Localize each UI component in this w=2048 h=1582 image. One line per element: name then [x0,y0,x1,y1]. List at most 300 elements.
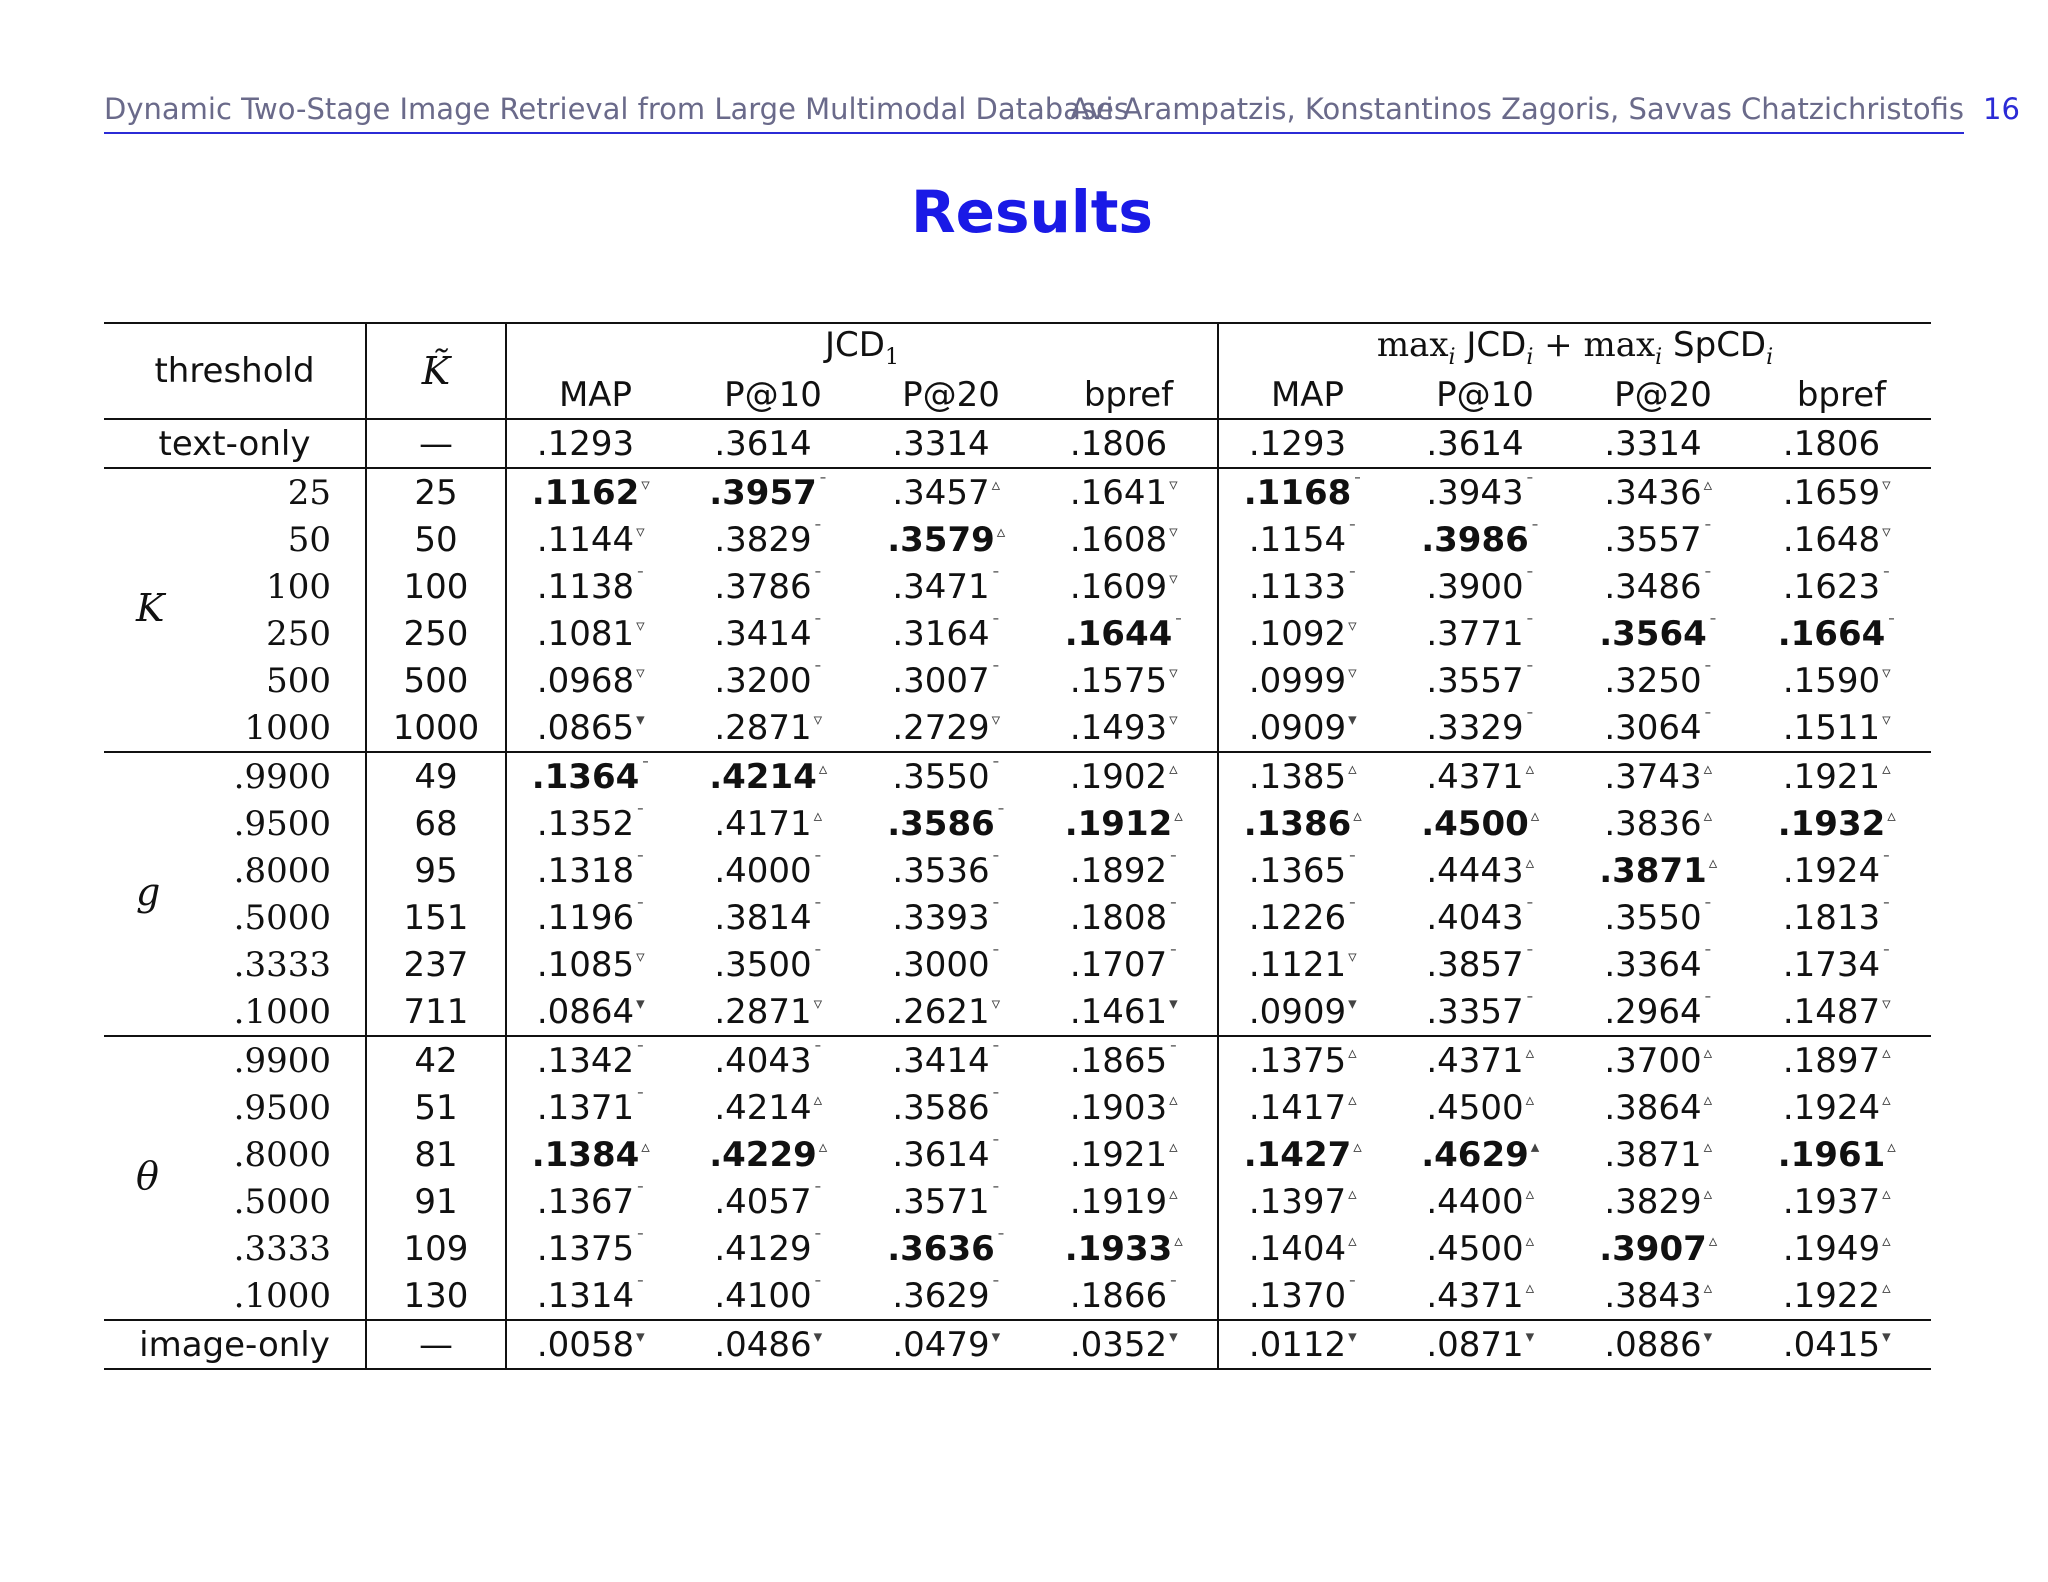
table-cell [1396,988,1574,1036]
table-cell [1396,752,1574,800]
significance-marker: ¯ [1169,899,1178,920]
significance-marker: ▵ [1703,1089,1713,1110]
cell-value: .3857 [1426,944,1524,985]
table-cell [684,1225,862,1272]
table-cell [684,610,862,657]
cell-value: .1511 [1782,707,1881,748]
cell-value: .1121 [1248,944,1347,985]
significance-marker: ▴ [1530,1136,1540,1157]
significance-marker: ¯ [991,1042,1001,1063]
cell-value: .2871 [714,991,812,1032]
significance-marker: ▿ [1169,662,1178,683]
k-cell: 500 [366,657,506,704]
cell-value: .3550 [1604,897,1702,938]
table-cell [1396,1131,1574,1178]
table-cell [684,800,862,847]
header-title: Dynamic Two-Stage Image Retrieval from Large Multimodal Databases [104,92,1129,126]
cell-value: .2871 [714,707,812,748]
significance-marker: ▿ [1882,662,1891,683]
table-cell [862,847,1040,894]
cell-value: .0999 [1248,660,1347,701]
cell-value: .4043 [714,1040,812,1081]
significance-marker: ▿ [991,993,1001,1014]
cell-value: .4171 [714,803,812,844]
cell-value: .1370 [1248,1275,1347,1316]
significance-marker: ▵ [1169,1089,1178,1110]
cell-value: .3314 [892,423,990,464]
table-cell [506,704,684,752]
table-cell [1396,563,1574,610]
cell-value: .3471 [892,566,990,607]
table-cell [1574,516,1752,563]
table-cell [1752,419,1931,468]
cell-value: .2621 [892,991,990,1032]
table-cell [1752,847,1931,894]
cell-value: .3414 [892,1040,990,1081]
table-cell [684,752,862,800]
cell-value: .3536 [892,850,990,891]
cell-value: .3836 [1604,803,1702,844]
table-cell [1752,1225,1931,1272]
significance-marker: ¯ [636,852,645,873]
table-cell [862,800,1040,847]
group-jcd1-name: JCD [825,325,885,366]
table-cell [1218,1178,1396,1225]
cell-value: .4000 [714,850,812,891]
table-cell [684,988,862,1036]
significance-marker: ▵ [1703,474,1713,495]
significance-marker: ▵ [1525,852,1535,873]
table-cell [1218,1320,1396,1369]
cell-value: .0968 [536,660,635,701]
significance-marker: ▿ [1882,709,1891,730]
significance-marker: ▵ [1525,1277,1535,1298]
significance-marker: ▵ [1887,1136,1896,1157]
significance-marker: ▾ [991,1326,1001,1347]
significance-marker: ¯ [1169,1277,1178,1298]
cell-value: .3486 [1604,566,1702,607]
significance-marker: ▵ [1703,1042,1713,1063]
significance-marker: ▾ [1348,1326,1357,1347]
table-cell [1752,800,1931,847]
table-cell [1218,704,1396,752]
cell-value: .1921 [1069,1134,1168,1175]
significance-marker: ▾ [1525,1326,1535,1347]
cell-value: .1318 [536,850,635,891]
threshold-cell [104,516,366,563]
table-cell [684,894,862,941]
significance-marker: ▵ [1348,1230,1357,1251]
cell-value: .1397 [1248,1181,1347,1222]
k-cell: 711 [366,988,506,1036]
significance-marker: ¯ [813,662,823,683]
cell-value: .3786 [714,566,812,607]
significance-marker: ▾ [636,993,645,1014]
cell-value: .3743 [1604,756,1702,797]
cell-value: .1590 [1782,660,1881,701]
metric-header: bpref [1796,374,1887,415]
cell-value: .0865 [536,707,635,748]
table-cell [1396,1036,1574,1084]
cell-value: .1168 [1243,472,1352,513]
threshold-cell [104,1084,366,1131]
cell-value: .3636 [887,1228,995,1269]
table-cell [1574,1225,1752,1272]
significance-marker: ▿ [1169,568,1178,589]
threshold-cell [104,752,366,800]
cell-value: .1293 [1248,423,1347,464]
significance-marker: ▵ [1174,805,1183,826]
significance-marker: ¯ [991,1136,1001,1157]
k-cell: 25 [366,468,506,516]
table-cell [1218,657,1396,704]
table-cell [506,1131,684,1178]
table-cell [506,419,684,468]
k-cell: 68 [366,800,506,847]
significance-marker: ¯ [813,568,823,589]
significance-marker: ¯ [1348,521,1357,542]
significance-marker: ▾ [1882,1326,1891,1347]
significance-marker: ¯ [813,946,823,967]
row-k: — [366,419,506,468]
cell-value: .1154 [1248,519,1347,560]
table-row [104,988,1931,1036]
table-cell [506,800,684,847]
metric-header: MAP [1218,371,1396,419]
jcd-word: JCD [1466,325,1527,366]
table-cell [1218,1131,1396,1178]
cell-value: .4100 [714,1275,812,1316]
group-jcd1-sub: 1 [884,344,899,370]
cell-value: .1365 [1248,850,1347,891]
table-cell [684,847,862,894]
significance-marker: ▾ [1703,1326,1713,1347]
significance-marker: ¯ [1708,615,1718,636]
significance-marker: ¯ [1348,1277,1357,1298]
table-cell [1752,1272,1931,1320]
cell-value: .3843 [1604,1275,1702,1316]
table-cell [1040,847,1218,894]
table-cell [1218,752,1396,800]
significance-marker: ▿ [1169,521,1178,542]
significance-marker: ▵ [818,758,828,779]
table-cell [1752,704,1931,752]
significance-marker: ¯ [1887,615,1896,636]
cell-value: .1487 [1782,991,1881,1032]
cell-value: .3943 [1426,472,1524,513]
table-cell [506,468,684,516]
table-cell [506,610,684,657]
significance-marker: ¯ [991,899,1001,920]
threshold-value: .1000 [233,1275,331,1316]
significance-marker: ▵ [1530,805,1540,826]
cell-value: .1342 [536,1040,635,1081]
threshold-value: 100 [266,566,331,607]
table-cell [684,468,862,516]
cell-value: .3871 [1599,850,1707,891]
cell-value: .1293 [536,423,635,464]
table-cell [1396,468,1574,516]
cell-value: .1808 [1069,897,1168,938]
significance-marker: ▵ [1169,1183,1178,1204]
cell-value: .1659 [1782,472,1881,513]
table-cell [1218,610,1396,657]
significance-marker: ▾ [813,1326,823,1347]
cell-value: .1493 [1069,707,1168,748]
significance-marker: ▿ [1348,946,1357,967]
cell-value: .1912 [1064,803,1173,844]
cell-value: .3771 [1426,613,1524,654]
cell-value: .3871 [1604,1134,1702,1175]
cell-value: .4371 [1426,1040,1524,1081]
threshold-cell [104,800,366,847]
table-cell [1040,1084,1218,1131]
metric-header: P@20 [1614,374,1712,415]
cell-value: .1371 [536,1087,635,1128]
row-label: text-only [158,423,311,464]
max-sub-1: i [1448,344,1456,370]
significance-marker: ▵ [1882,1183,1891,1204]
row-k: — [366,1320,506,1369]
cell-value: .3586 [892,1087,990,1128]
cell-value: .1226 [1248,897,1347,938]
significance-marker: ¯ [813,615,823,636]
table-cell [506,847,684,894]
significance-marker: ¯ [813,899,823,920]
threshold-value: 50 [287,519,331,560]
table-row [104,1272,1931,1320]
threshold-cell [104,988,366,1036]
cell-value: .0886 [1604,1324,1702,1365]
cell-value: .2729 [892,707,990,748]
table-cell [1040,610,1218,657]
k-cell: 151 [366,894,506,941]
cell-value: .3414 [714,613,812,654]
cell-value: .1138 [536,566,635,607]
table-cell [1040,1320,1218,1369]
significance-marker: ▵ [1882,758,1891,779]
cell-value: .3436 [1604,472,1702,513]
cell-value: .1352 [536,803,635,844]
significance-marker: ▵ [1348,758,1357,779]
cell-value: .3829 [1604,1181,1702,1222]
table-cell [1218,847,1396,894]
k-cell: 42 [366,1036,506,1084]
table-cell [1574,752,1752,800]
cell-value: .4629 [1421,1134,1529,1175]
significance-marker: ¯ [1525,615,1535,636]
significance-marker: ¯ [991,1089,1001,1110]
significance-marker: ¯ [1169,946,1178,967]
significance-marker: ▿ [991,709,1001,730]
table-cell [1396,894,1574,941]
threshold-value: .9500 [233,1087,331,1128]
k-cell: 100 [366,563,506,610]
significance-marker: ▿ [813,993,823,1014]
significance-marker: ¯ [1525,474,1535,495]
significance-marker: ▿ [636,946,645,967]
table-cell [684,1036,862,1084]
significance-marker: ¯ [813,1042,823,1063]
significance-marker: ¯ [1703,662,1713,683]
significance-marker: ▵ [1525,1089,1535,1110]
cell-value: .4400 [1426,1181,1524,1222]
page-number: 16 [1983,92,2020,126]
table-cell [1752,941,1931,988]
table-cell [862,1084,1040,1131]
significance-marker: ¯ [1703,946,1713,967]
cell-value: .1375 [536,1228,635,1269]
table-cell [506,752,684,800]
threshold-cell [104,1272,366,1320]
table-cell [1396,1320,1574,1369]
table-cell [1752,1084,1931,1131]
significance-marker: ¯ [1530,521,1540,542]
table-cell [506,563,684,610]
table-cell [1218,563,1396,610]
table-cell [684,1272,862,1320]
cell-value: .0352 [1069,1324,1168,1365]
significance-marker: ▾ [1169,993,1178,1014]
significance-marker: ¯ [636,1042,645,1063]
table-cell [1040,657,1218,704]
cell-value: .0909 [1248,707,1347,748]
table-cell [1574,1272,1752,1320]
cell-value: .3557 [1426,660,1524,701]
cell-value: .1623 [1782,566,1881,607]
table-cell [1574,941,1752,988]
table-row [104,941,1931,988]
table-cell [1218,419,1396,468]
table-cell [684,657,862,704]
table-cell [1574,704,1752,752]
table-cell [862,610,1040,657]
table-cell [684,704,862,752]
table-cell [1396,516,1574,563]
significance-marker: ▿ [636,521,645,542]
cell-value: .3564 [1599,613,1707,654]
k-cell: 50 [366,516,506,563]
table-cell [1574,1036,1752,1084]
table-cell [684,563,862,610]
significance-marker: ▵ [1174,1230,1183,1251]
table-cell [1574,468,1752,516]
threshold-value: .9900 [233,756,331,797]
significance-marker: ▿ [636,615,645,636]
table-cell [1040,1225,1218,1272]
table-cell [1040,704,1218,752]
significance-marker: ▿ [1882,474,1891,495]
table-cell [1040,1272,1218,1320]
significance-marker: ¯ [1525,709,1535,730]
table-cell [862,516,1040,563]
significance-marker: ▵ [1525,1042,1535,1063]
cell-value: .1196 [536,897,635,938]
significance-marker: ▵ [818,1136,828,1157]
cell-value: .3064 [1604,707,1702,748]
table-cell [1752,752,1931,800]
threshold-value: 25 [287,472,331,513]
cell-value: .0486 [714,1324,812,1365]
significance-marker: ▵ [1348,1089,1357,1110]
threshold-cell [104,1036,366,1084]
slide-header [104,88,1964,134]
significance-marker: ▿ [1169,474,1178,495]
table-cell [1396,1178,1574,1225]
table-cell [684,419,862,468]
threshold-cell [104,941,366,988]
significance-marker: ¯ [813,1230,823,1251]
cell-value: .3579 [887,519,995,560]
cell-value: .1648 [1782,519,1881,560]
cell-value: .1133 [1248,566,1347,607]
table-cell [1574,657,1752,704]
jcd-sub: i [1526,344,1534,370]
table-cell [1752,1036,1931,1084]
cell-value: .4371 [1426,1275,1524,1316]
cell-value: .1866 [1069,1275,1168,1316]
table-cell [1574,563,1752,610]
cell-value: .3393 [892,897,990,938]
table-cell [862,1272,1040,1320]
cell-value: .1092 [1248,613,1347,654]
k-cell: 1000 [366,704,506,752]
results-table [104,322,1931,1370]
cell-value: .1707 [1069,944,1168,985]
cell-value: .2964 [1604,991,1702,1032]
table-row [104,563,1931,610]
significance-marker: ▿ [641,474,650,495]
group-jcd1-header [506,323,1218,371]
table-cell [862,1320,1040,1369]
threshold-value: .8000 [233,1134,331,1175]
k-cell: 91 [366,1178,506,1225]
significance-marker: ▵ [1348,1042,1357,1063]
significance-marker: ¯ [991,946,1001,967]
table-cell [862,752,1040,800]
cell-value: .1933 [1064,1228,1173,1269]
significance-marker: ▵ [991,474,1001,495]
table-cell [1752,1178,1931,1225]
significance-marker: ¯ [1525,993,1535,1014]
significance-marker: ¯ [1703,993,1713,1014]
k-cell: 95 [366,847,506,894]
cell-value: .1081 [536,613,635,654]
k-cell: 237 [366,941,506,988]
table-cell [1040,752,1218,800]
cell-value: .3829 [714,519,812,560]
threshold-value: 1000 [244,707,331,748]
significance-marker: ¯ [636,1230,645,1251]
cell-value: .1806 [1782,423,1881,464]
table-row-text-only [104,419,1931,468]
table-cell [1396,1272,1574,1320]
table-cell [862,657,1040,704]
significance-marker: ▵ [813,805,823,826]
significance-marker: ▿ [813,709,823,730]
table-cell [1574,847,1752,894]
threshold-cell [104,704,366,752]
table-cell [1040,516,1218,563]
significance-marker: ¯ [1525,899,1535,920]
significance-marker: ¯ [1882,852,1891,873]
table-cell [1396,704,1574,752]
k-cell: 109 [366,1225,506,1272]
table-cell [1396,610,1574,657]
cell-value: .4371 [1426,756,1524,797]
col-k-header: K̃ [366,323,506,419]
table-cell [862,563,1040,610]
